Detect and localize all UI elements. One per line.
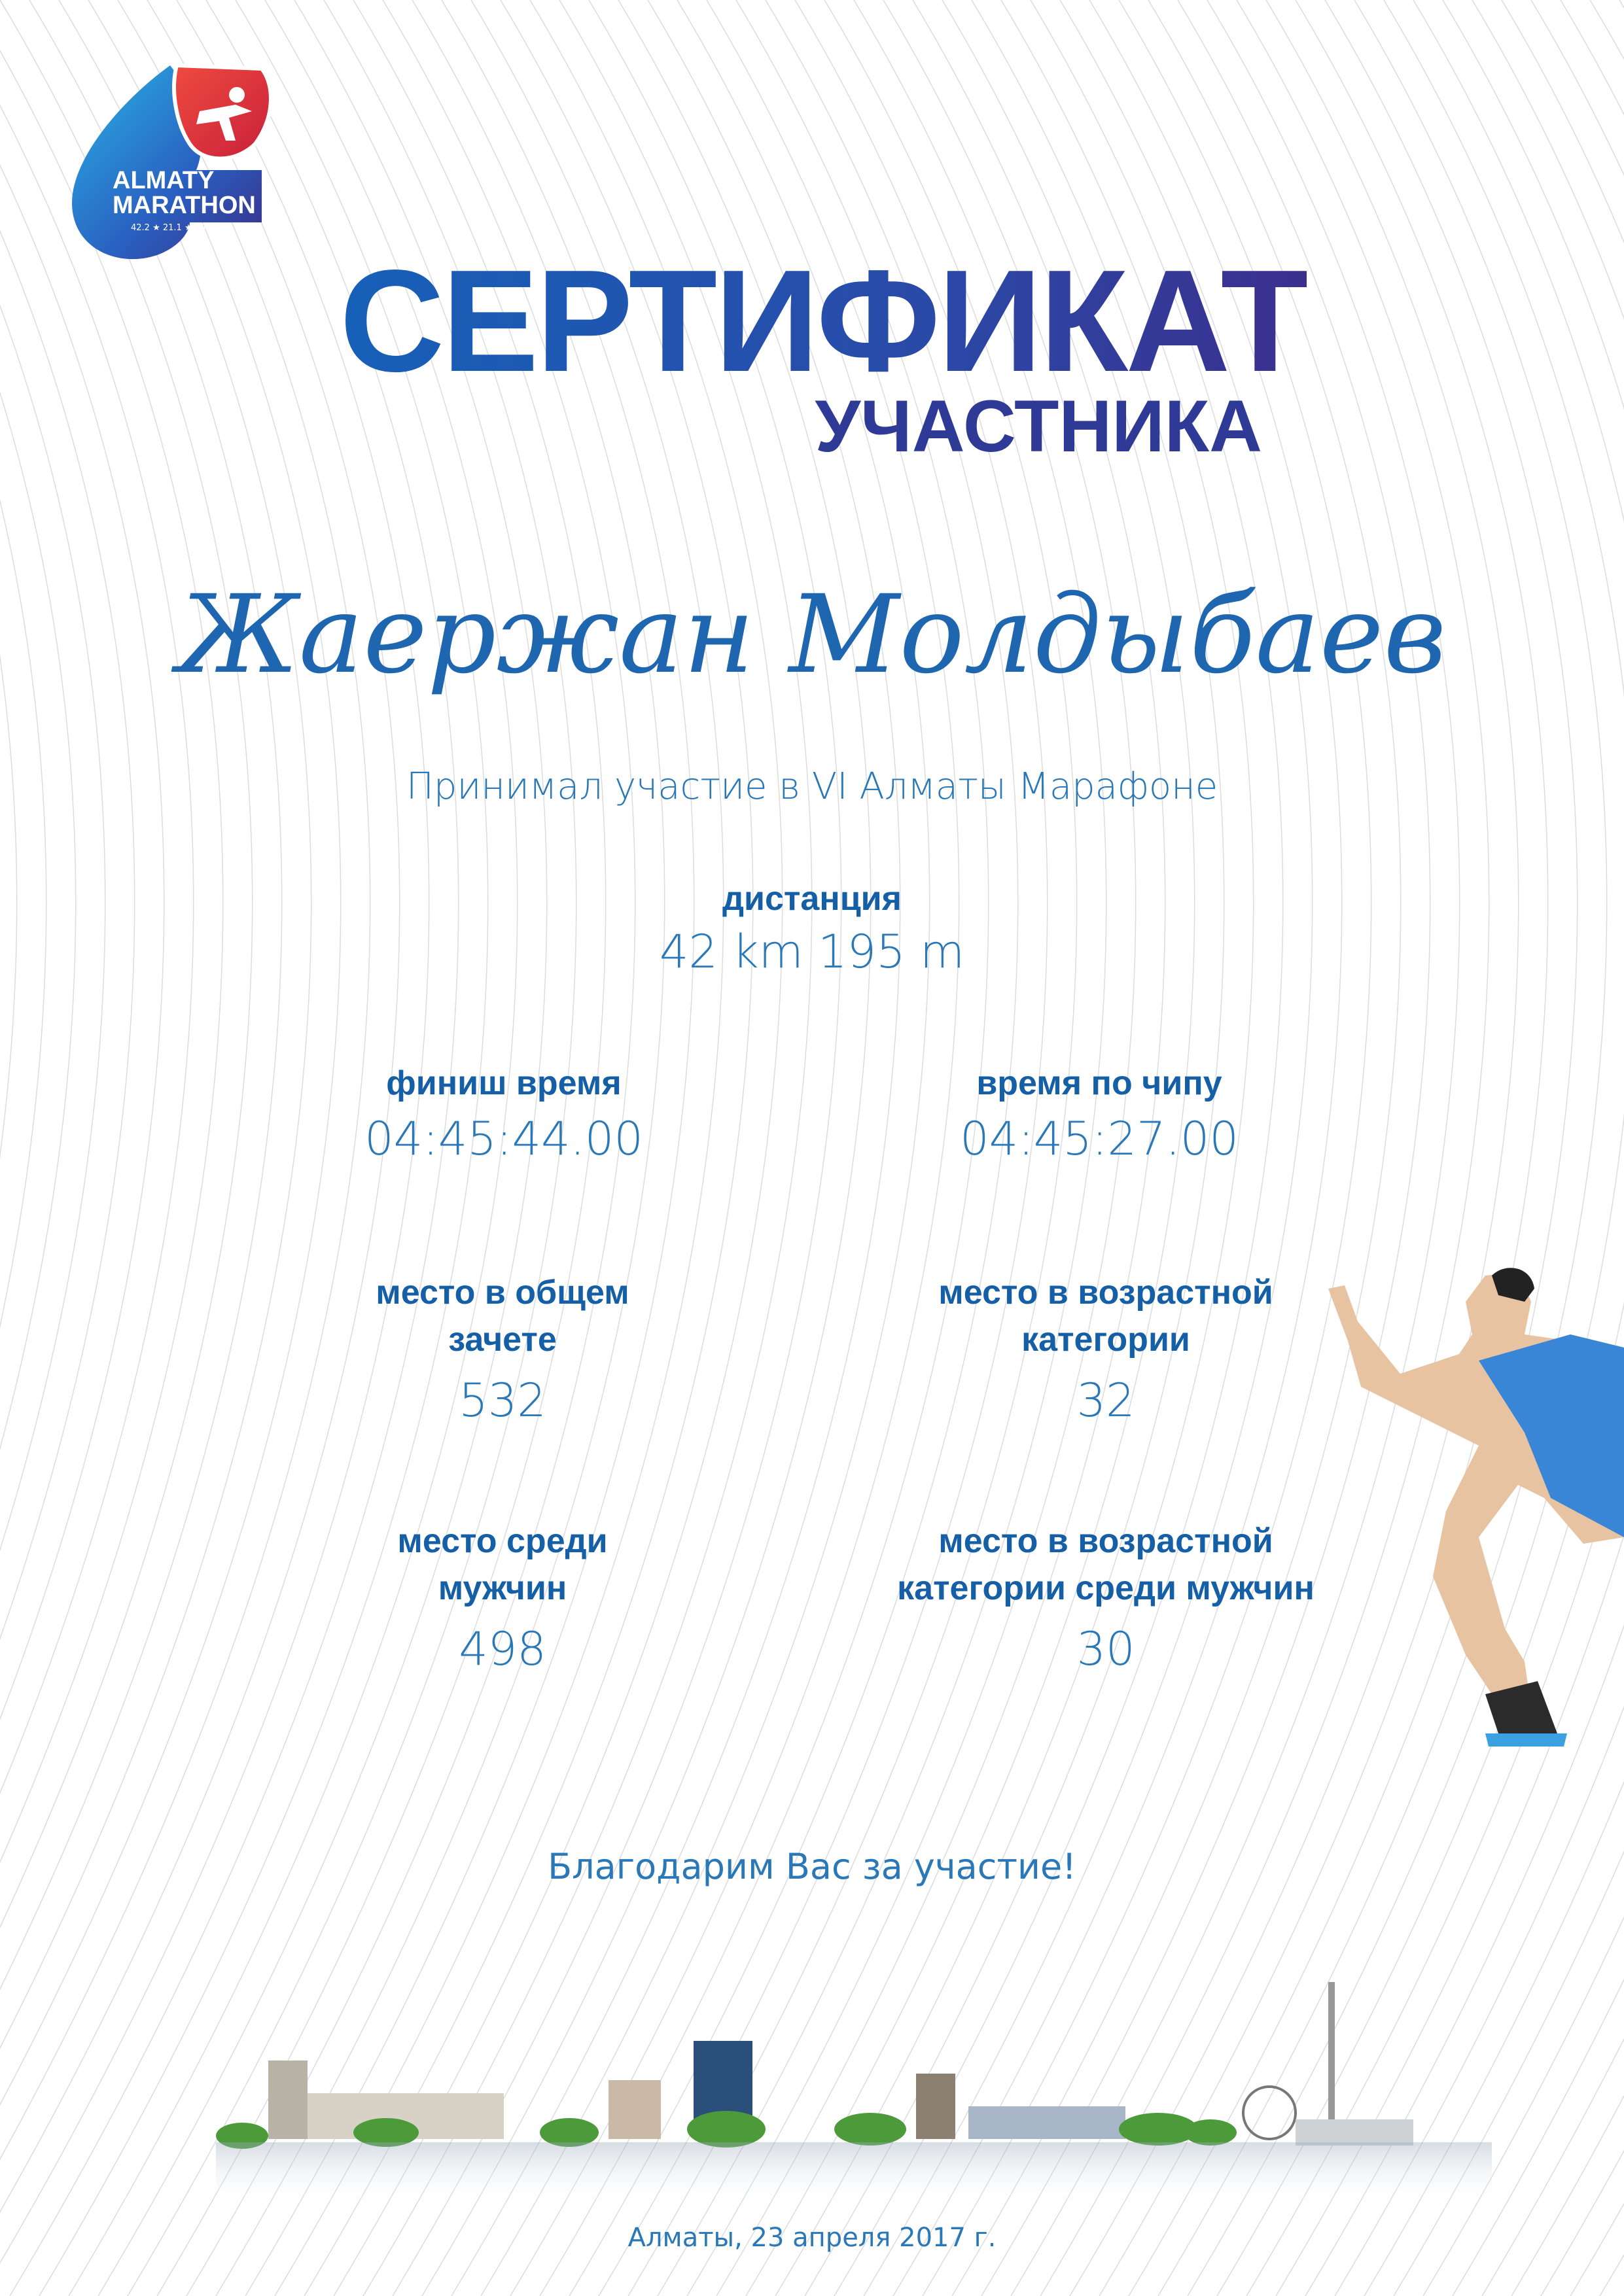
date-location: Алматы, 23 апреля 2017 г.: [627, 2223, 997, 2253]
participant-name: Жаержан Молдыбаев: [177, 572, 1447, 697]
age-category-label-1: место в возрастной: [938, 1274, 1273, 1312]
men-age-category-place-block: [897, 1518, 1315, 1676]
men-age-category-label-2: категории среди мужчин: [897, 1569, 1315, 1607]
thanks-text: Благодарим Вас за участие!: [548, 1846, 1076, 1887]
age-category-place-block: [938, 1269, 1273, 1427]
distance-value: 42 km 195 m: [659, 925, 965, 979]
participation-text: Принимал участие в VI Алматы Марафоне: [406, 765, 1218, 808]
certificate-subtitle: УЧАСТНИКА: [815, 385, 1262, 467]
overall-place-label-1: место в общем: [376, 1274, 629, 1312]
overall-place-value: 532: [459, 1374, 546, 1427]
logo-line2: MARATHON: [113, 192, 256, 219]
almaty-skyline-image: [216, 1930, 1492, 2211]
certificate-title: СЕРТИФИКАТ: [340, 240, 1307, 402]
chip-time-block: [960, 1060, 1239, 1166]
chip-time-value: 04:45:27.00: [960, 1112, 1239, 1166]
men-place-value: 498: [459, 1622, 546, 1676]
finish-time-label: финиш время: [386, 1064, 622, 1102]
age-category-place-value: 32: [1076, 1374, 1135, 1427]
chip-time-label: время по чипу: [976, 1064, 1222, 1102]
logo-distances: 42.2 ★ 21.1 ★ 10 ★ 3: [131, 223, 224, 233]
logo-line1: ALMATY: [113, 167, 215, 194]
overall-place-block: [376, 1269, 629, 1427]
distance-block: [659, 875, 965, 979]
men-age-category-place-value: 30: [1076, 1622, 1135, 1676]
men-age-category-label-1: место в возрастной: [938, 1522, 1273, 1560]
age-category-label-2: категории: [1021, 1321, 1190, 1359]
men-place-label-2: мужчин: [438, 1569, 567, 1607]
men-place-block: [397, 1518, 608, 1676]
runner-image: [1309, 1262, 1624, 1792]
almaty-marathon-logo: [65, 59, 288, 268]
finish-time-value: 04:45:44.00: [364, 1112, 643, 1166]
finish-time-block: [364, 1060, 643, 1166]
men-place-label-1: место среди: [397, 1522, 608, 1560]
distance-label: дистанция: [722, 880, 902, 918]
overall-place-label-2: зачете: [448, 1321, 557, 1359]
